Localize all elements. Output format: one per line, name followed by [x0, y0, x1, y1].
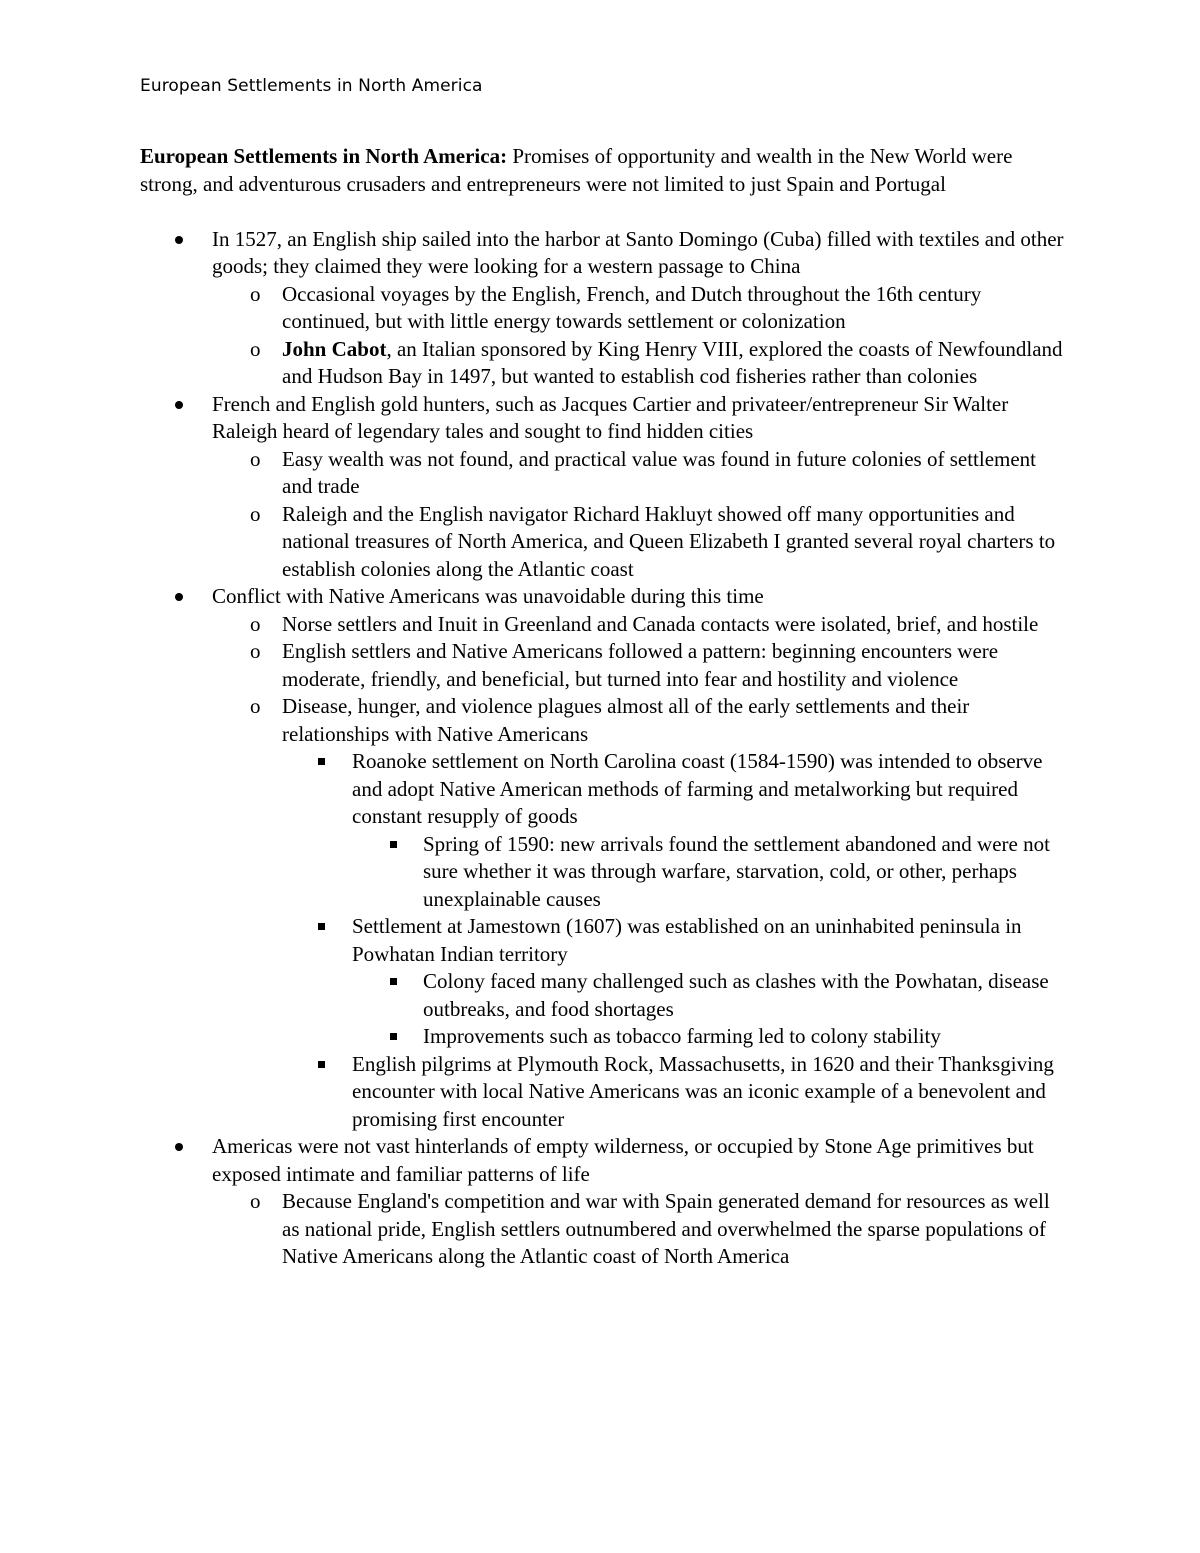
- bullet-square-icon: [390, 968, 402, 996]
- intro-heading: European Settlements in North America:: [140, 144, 508, 168]
- list-item: [140, 391, 1070, 446]
- list-item: [140, 226, 1070, 281]
- bullet-disc-icon: [172, 391, 190, 419]
- intro-paragraph: [140, 143, 1070, 198]
- list-item: [140, 501, 1070, 584]
- bullet-disc-icon: [172, 226, 190, 254]
- list-item-text: Colony faced many challenged such as clashes with the Powhatan, disease outbreaks, and food shortages: [423, 969, 1049, 1021]
- list-item-text: Easy wealth was not found, and practical value was found in future colonies of settlement and trade: [282, 446, 1037, 498]
- list-item-text: Settlement at Jamestown (1607) was established on an uninhabited peninsula in Powhatan Indian territory: [352, 914, 1022, 966]
- bullet-circle-icon: o: [250, 611, 261, 636]
- list-item-text: English settlers and Native Americans followed a pattern: beginning encounters were moderate, friendly, and beneficial, but turned into fear and hostility and violence: [282, 639, 999, 691]
- bullet-disc-icon: [172, 1133, 190, 1161]
- bullet-circle-icon: o: [250, 336, 261, 361]
- list-item-text: Because England's competition and war with Spain generated demand for resources as well as national pride, English settlers outnumbered and overwhelmed the sparse populations of Native Americans along the Atlantic coast of North America: [282, 1189, 1050, 1268]
- list-item-bold: John Cabot: [282, 336, 387, 361]
- bullet-circle-icon: o: [250, 639, 261, 663]
- bullet-circle-icon: o: [250, 446, 261, 471]
- list-item: [140, 583, 1070, 611]
- list-item: [140, 748, 1070, 831]
- list-item-text: Raleigh and the English navigator Richard Hakluyt showed off many opportunities and national treasures of North America, and Queen Elizabeth I granted several royal charters to establish colonies along the Atlantic coast: [282, 501, 1056, 581]
- list-item-text: French and English gold hunters, such as Jacques Cartier and privateer/entrepreneur Sir Walter Raleigh heard of legendary tales and sought to find hidden cities: [212, 391, 1009, 443]
- list-item: [140, 638, 1070, 693]
- bullet-circle-icon: o: [250, 694, 261, 718]
- list-item: [140, 913, 1070, 968]
- list-item-text: Spring of 1590: new arrivals found the settlement abandoned and were not sure whether it was through warfare, starvation, cold, or other, perhaps unexplainable causes: [423, 831, 1050, 911]
- list-item: [140, 693, 1070, 748]
- bullet-disc-icon: [172, 583, 190, 611]
- bullet-square-icon: [390, 1023, 402, 1051]
- bullet-square-icon: [390, 831, 402, 859]
- bullet-circle-icon: o: [250, 1189, 261, 1213]
- list-item: [140, 611, 1070, 639]
- list-item-text: English pilgrims at Plymouth Rock, Massachusetts, in 1620 and their Thanksgiving encounter with local Native Americans was an iconic example of a benevolent and promising first encounter: [352, 1051, 1054, 1131]
- list-item: [140, 336, 1070, 391]
- list-item: [140, 1023, 1070, 1051]
- bullet-square-icon: [318, 748, 330, 776]
- list-item: [140, 1133, 1070, 1188]
- list-item-text: Roanoke settlement on North Carolina coast (1584-1590) was intended to observe and adopt Native American methods of farming and metalworking but required constant resupply of goods: [352, 749, 1043, 828]
- list-item-text: Occasional voyages by the English, French, and Dutch throughout the 16th century continued, but with little energy towards settlement or colonization: [282, 281, 982, 333]
- bullet-circle-icon: o: [250, 281, 261, 306]
- list-item: [140, 281, 1070, 336]
- list-item: [140, 831, 1070, 914]
- list-item-text: Americas were not vast hinterlands of empty wilderness, or occupied by Stone Age primitives but exposed intimate and familiar patterns of life: [212, 1134, 1034, 1186]
- list-item: [140, 1188, 1070, 1271]
- bullet-circle-icon: o: [250, 501, 261, 526]
- list-item-text: Improvements such as tobacco farming led to colony stability: [423, 1024, 941, 1048]
- list-item-text: In 1527, an English ship sailed into the harbor at Santo Domingo (Cuba) filled with textiles and other goods; they claimed they were looking for a western passage to China: [212, 226, 1064, 278]
- page-header: European Settlements in North America: [140, 76, 483, 96]
- intro-text: Promises of opportunity and wealth in the New World were strong, and adventurous crusaders and entrepreneurs were not limited to just Spain and Portugal: [140, 144, 1013, 196]
- bullet-square-icon: [318, 913, 330, 941]
- list-item: [140, 1051, 1070, 1134]
- list-item-text: , an Italian sponsored by King Henry VIII, explored the coasts of Newfoundland and Hudson Bay in 1497, but wanted to establish cod fisheries rather than colonies: [282, 336, 1063, 388]
- bullet-square-icon: [318, 1051, 330, 1079]
- list-item: [140, 968, 1070, 1023]
- document-body: [140, 143, 1070, 1271]
- list-item: [140, 446, 1070, 501]
- list-item-text: Disease, hunger, and violence plagues almost all of the early settlements and their relationships with Native Americans: [282, 694, 970, 746]
- list-item-text: Conflict with Native Americans was unavoidable during this time: [212, 584, 764, 608]
- list-item-text: Norse settlers and Inuit in Greenland and Canada contacts were isolated, brief, and hostile: [282, 611, 1039, 636]
